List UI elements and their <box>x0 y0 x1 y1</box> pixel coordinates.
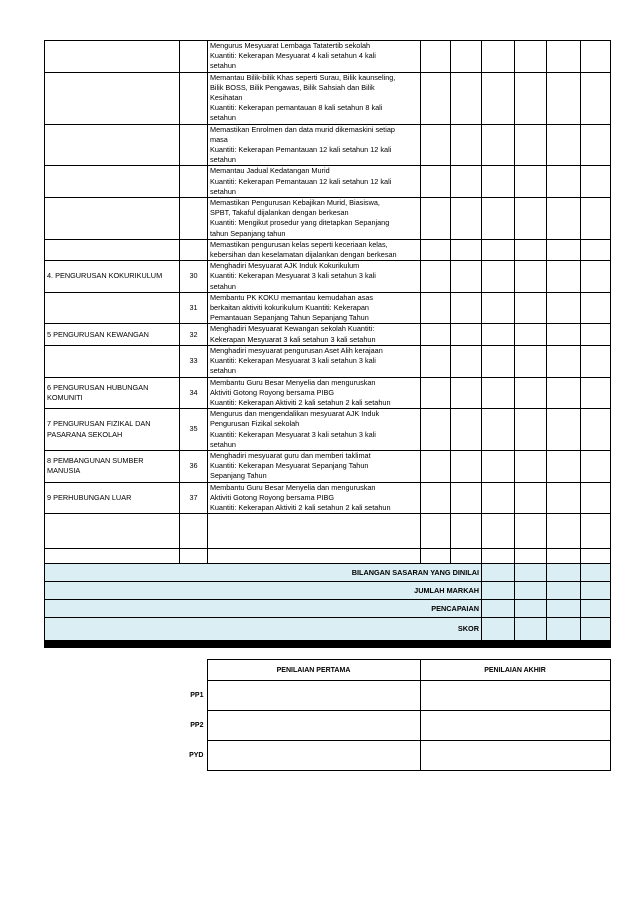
target-number <box>180 41 208 73</box>
description-line: setahun <box>210 155 236 165</box>
score-cell[interactable] <box>547 239 581 260</box>
description-line: masa <box>210 134 228 144</box>
score-cell[interactable] <box>547 482 581 514</box>
area-cell: 8 PEMBANGUNAN SUMBER MANUSIA <box>45 450 180 482</box>
target-description <box>208 239 421 260</box>
target-row <box>45 450 611 482</box>
target-row <box>45 239 611 260</box>
description-line: Menghadiri mesyuarat guru dan memberi taklimat <box>210 450 371 460</box>
description-line: Kuantiti: Kekerapan Pemantauan 12 kali setahun 12 kali <box>210 145 392 155</box>
score-cell[interactable] <box>581 124 611 166</box>
description-line: Memastikan Pengurusan Kebajikan Murid, Biasiswa, <box>210 198 380 208</box>
description-line: Kuantiti: Kekerapan Mesyuarat 3 kali setahun 3 kali <box>210 429 376 439</box>
score-cell[interactable] <box>581 198 611 240</box>
score-cell[interactable] <box>421 450 451 482</box>
area-cell <box>45 198 180 240</box>
score-cell[interactable] <box>482 124 515 166</box>
score-cell[interactable] <box>451 292 482 324</box>
pp2-label: PP2 <box>190 722 204 729</box>
target-description <box>208 377 421 409</box>
area-cell <box>45 166 180 198</box>
score-cell[interactable] <box>515 198 547 240</box>
target-row <box>45 409 611 451</box>
pp2-row <box>44 711 610 741</box>
pencapaian-label: PENCAPAIAN <box>45 600 482 618</box>
score-cell[interactable] <box>421 124 451 166</box>
area-cell: 5 PENGURUSAN KEWANGAN <box>45 324 180 345</box>
pp1-label: PP1 <box>190 692 204 699</box>
target-number: 37 <box>180 482 208 514</box>
divider-band <box>45 641 611 648</box>
target-description <box>208 198 421 240</box>
target-description <box>208 41 421 73</box>
score-cell[interactable] <box>451 239 482 260</box>
score-cell[interactable] <box>421 292 451 324</box>
score-cell[interactable] <box>482 345 515 377</box>
target-description <box>208 450 421 482</box>
assessment-header-row <box>44 660 610 681</box>
summary-row-bilangan <box>45 564 611 582</box>
description-line: Kuantiti: Mengikut prosedur yang ditetapkan Sepanjang <box>210 218 390 228</box>
score-cell[interactable] <box>547 261 581 293</box>
description-line: SPBT, Takaful dijalankan dengan berkesan <box>210 208 349 218</box>
description-line: berkaitan aktiviti kokurikulum Kuantiti: Kekerapan <box>210 303 369 313</box>
target-number: 34 <box>180 377 208 409</box>
score-cell[interactable] <box>482 377 515 409</box>
jumlah-markah-label: JUMLAH MARKAH <box>45 582 482 600</box>
score-cell[interactable] <box>547 198 581 240</box>
score-cell[interactable] <box>515 345 547 377</box>
description-line: Membantu Guru Besar Menyelia dan menguruskan <box>210 482 376 492</box>
score-cell[interactable] <box>451 450 482 482</box>
target-number: 35 <box>180 409 208 451</box>
score-cell[interactable] <box>581 377 611 409</box>
score-cell[interactable] <box>515 324 547 345</box>
description-line: Memantau Bilik-bilik Khas seperti Surau, Bilik kaunseling, <box>210 72 396 82</box>
score-cell[interactable] <box>547 409 581 451</box>
score-cell[interactable] <box>451 324 482 345</box>
score-cell[interactable] <box>547 41 581 73</box>
score-cell[interactable] <box>581 324 611 345</box>
summary-row-skor <box>45 618 611 641</box>
score-cell[interactable] <box>451 41 482 73</box>
score-cell[interactable] <box>581 261 611 293</box>
score-cell[interactable] <box>451 409 482 451</box>
score-cell[interactable] <box>482 324 515 345</box>
target-number <box>180 124 208 166</box>
score-cell[interactable] <box>421 261 451 293</box>
target-row <box>45 324 611 345</box>
score-cell[interactable] <box>451 166 482 198</box>
score-cell[interactable] <box>421 198 451 240</box>
target-description <box>208 409 421 451</box>
score-cell[interactable] <box>421 324 451 345</box>
score-cell[interactable] <box>515 450 547 482</box>
score-cell[interactable] <box>547 72 581 124</box>
score-cell[interactable] <box>547 345 581 377</box>
target-description <box>208 345 421 377</box>
score-cell[interactable] <box>421 377 451 409</box>
score-cell[interactable] <box>547 124 581 166</box>
score-cell[interactable] <box>515 409 547 451</box>
target-row <box>45 292 611 324</box>
pyd-row <box>44 741 610 771</box>
skor-label: SKOR <box>45 618 482 641</box>
score-cell[interactable] <box>482 239 515 260</box>
blank-row <box>45 514 611 549</box>
score-cell[interactable] <box>581 72 611 124</box>
description-line: setahun <box>210 186 236 196</box>
area-cell <box>45 72 180 124</box>
target-description <box>208 166 421 198</box>
description-line: Kuantiti: Kekerapan Mesyuarat 3 kali setahun 3 kali <box>210 356 376 366</box>
score-cell[interactable] <box>581 482 611 514</box>
target-description <box>208 72 421 124</box>
target-row <box>45 41 611 73</box>
score-cell[interactable] <box>581 450 611 482</box>
score-cell[interactable] <box>421 72 451 124</box>
score-cell[interactable] <box>515 124 547 166</box>
description-line: tahun Sepanjang tahun <box>210 228 286 238</box>
score-cell[interactable] <box>482 166 515 198</box>
score-cell[interactable] <box>547 166 581 198</box>
score-cell[interactable] <box>421 41 451 73</box>
score-cell[interactable] <box>482 41 515 73</box>
target-row <box>45 166 611 198</box>
score-cell[interactable] <box>482 482 515 514</box>
score-cell[interactable] <box>581 409 611 451</box>
target-row <box>45 482 611 514</box>
target-number <box>180 72 208 124</box>
score-cell[interactable] <box>451 345 482 377</box>
score-cell[interactable] <box>581 292 611 324</box>
pp2-final-cell[interactable] <box>420 711 610 741</box>
target-number: 31 <box>180 292 208 324</box>
description-line: Kuantiti: Kekerapan pemantauan 8 kali setahun 8 kali <box>210 103 383 113</box>
score-cell[interactable] <box>581 41 611 73</box>
score-cell[interactable] <box>451 482 482 514</box>
target-row <box>45 345 611 377</box>
description-line: Memastikan Enrolmen dan data murid dikemaskini setiap <box>210 124 395 134</box>
target-row <box>45 261 611 293</box>
score-cell[interactable] <box>515 482 547 514</box>
description-line: Pengurusan Fizikal sekolah <box>210 419 300 429</box>
area-cell <box>45 124 180 166</box>
description-line: Mengurus Mesyuarat Lembaga Tatatertib sekolah <box>210 41 371 50</box>
score-cell[interactable] <box>547 292 581 324</box>
area-cell <box>45 345 180 377</box>
description-line: Kesihatan <box>210 93 243 103</box>
target-description <box>208 261 421 293</box>
penilaian-akhir-header: PENILAIAN AKHIR <box>420 660 610 681</box>
description-line: Kuantiti: Kekerapan Aktiviti 2 kali setahun 2 kali setahun <box>210 397 391 407</box>
pp2-first-cell[interactable] <box>207 711 420 741</box>
description-line: Pemantauan Sepanjang Tahun Sepanjang Tahun <box>210 313 369 323</box>
score-cell[interactable] <box>515 261 547 293</box>
target-number <box>180 239 208 260</box>
score-cell[interactable] <box>482 450 515 482</box>
pp1-final-cell[interactable] <box>420 681 610 711</box>
summary-row-pencapaian <box>45 600 611 618</box>
description-line: Memantau Jadual Kedatangan Murid <box>210 166 330 176</box>
description-line: Kuantiti: Kekerapan Mesyuarat Sepanjang Tahun <box>210 461 369 471</box>
score-cell[interactable] <box>482 261 515 293</box>
assessment-section <box>44 659 610 771</box>
description-line: Menghadiri mesyuarat pengurusan Aset Alih kerajaan <box>210 345 383 355</box>
score-cell[interactable] <box>451 124 482 166</box>
description-line: Menghadiri Mesyuarat AJK Induk Kokurikulum <box>210 261 360 271</box>
score-cell[interactable] <box>515 377 547 409</box>
target-number: 33 <box>180 345 208 377</box>
target-table <box>44 40 611 648</box>
blank-row <box>45 549 611 564</box>
pyd-first-cell[interactable] <box>207 741 420 771</box>
target-rows <box>45 41 611 514</box>
description-line: kebersihan dan keselamatan dijalankan dengan berkesan <box>210 250 397 260</box>
score-cell[interactable] <box>451 377 482 409</box>
pp1-first-cell[interactable] <box>207 681 420 711</box>
score-cell[interactable] <box>515 166 547 198</box>
target-number: 30 <box>180 261 208 293</box>
evaluation-table-sheet <box>44 40 610 648</box>
area-cell: 9 PERHUBUNGAN LUAR <box>45 482 180 514</box>
score-cell[interactable] <box>451 261 482 293</box>
score-cell[interactable] <box>421 345 451 377</box>
pyd-label: PYD <box>189 752 204 759</box>
score-cell[interactable] <box>451 198 482 240</box>
description-line: setahun <box>210 113 236 123</box>
assessment-table <box>44 659 611 771</box>
description-line: Aktiviti Gotong Royong bersama PIBG <box>210 387 335 397</box>
score-cell[interactable] <box>581 239 611 260</box>
pp1-row <box>44 681 610 711</box>
description-line: Kuantiti: Kekerapan Pemantauan 12 kali setahun 12 kali <box>210 176 392 186</box>
score-cell[interactable] <box>515 239 547 260</box>
target-number <box>180 198 208 240</box>
pyd-final-cell[interactable] <box>420 741 610 771</box>
description-line: setahun <box>210 439 236 449</box>
description-line: Aktiviti Gotong Royong bersama PIBG <box>210 492 335 502</box>
description-line: Bilik BOSS, Bilik Pengawas, Bilik Sahsiah dan Bilik <box>210 82 375 92</box>
target-description <box>208 482 421 514</box>
summary-row-jumlah <box>45 582 611 600</box>
description-line: Kuantiti: Kekerapan Aktiviti 2 kali setahun 2 kali setahun <box>210 502 391 512</box>
score-cell[interactable] <box>515 292 547 324</box>
area-cell: 6 PENGURUSAN HUBUNGAN KOMUNITI <box>45 377 180 409</box>
area-cell: 7 PENGURUSAN FIZIKAL DAN PASARANA SEKOLAH <box>45 409 180 451</box>
description-line: Kekerapan Mesyuarat 3 kali setahun 3 kali setahun <box>210 334 376 344</box>
description-line: Membantu PK KOKU memantau kemudahan asas <box>210 292 374 302</box>
target-row <box>45 377 611 409</box>
target-number <box>180 166 208 198</box>
score-cell[interactable] <box>515 72 547 124</box>
score-cell[interactable] <box>482 72 515 124</box>
description-line: Memastikan pengurusan kelas seperti keceriaan kelas, <box>210 239 388 249</box>
description-line: Mengurus dan mengendalikan mesyuarat AJK Induk <box>210 409 380 419</box>
description-line: Kuantiti: Kekerapan Mesyuarat 3 kali setahun 3 kali <box>210 271 376 281</box>
score-cell[interactable] <box>547 450 581 482</box>
description-line: Sepanjang Tahun <box>210 471 267 481</box>
score-cell[interactable] <box>581 345 611 377</box>
target-number: 32 <box>180 324 208 345</box>
score-cell[interactable] <box>482 292 515 324</box>
score-cell[interactable] <box>482 409 515 451</box>
target-row <box>45 198 611 240</box>
score-cell[interactable] <box>421 482 451 514</box>
target-number: 36 <box>180 450 208 482</box>
target-row <box>45 72 611 124</box>
description-line: Membantu Guru Besar Menyelia dan menguruskan <box>210 377 376 387</box>
score-cell[interactable] <box>547 324 581 345</box>
area-cell <box>45 41 180 73</box>
target-row <box>45 124 611 166</box>
description-line: setahun <box>210 281 236 291</box>
score-cell[interactable] <box>482 198 515 240</box>
description-line: Kuantiti: Kekerapan Mesyuarat 4 kali setahun 4 kali <box>210 51 376 61</box>
description-line: setahun <box>210 61 236 71</box>
description-line: setahun <box>210 366 236 376</box>
area-cell <box>45 292 180 324</box>
bilangan-label: BILANGAN SASARAN YANG DINILAI <box>45 564 482 582</box>
target-description <box>208 292 421 324</box>
area-cell <box>45 239 180 260</box>
area-cell: 4. PENGURUSAN KOKURIKULUM <box>45 261 180 293</box>
target-description <box>208 124 421 166</box>
score-cell[interactable] <box>421 239 451 260</box>
score-cell[interactable] <box>547 377 581 409</box>
score-cell[interactable] <box>581 166 611 198</box>
description-line: Menghadiri Mesyuarat Kewangan sekolah Kuantiti: <box>210 324 375 334</box>
score-cell[interactable] <box>515 41 547 73</box>
score-cell[interactable] <box>421 409 451 451</box>
score-cell[interactable] <box>421 166 451 198</box>
score-cell[interactable] <box>451 72 482 124</box>
target-description <box>208 324 421 345</box>
penilaian-pertama-header: PENILAIAN PERTAMA <box>207 660 420 681</box>
